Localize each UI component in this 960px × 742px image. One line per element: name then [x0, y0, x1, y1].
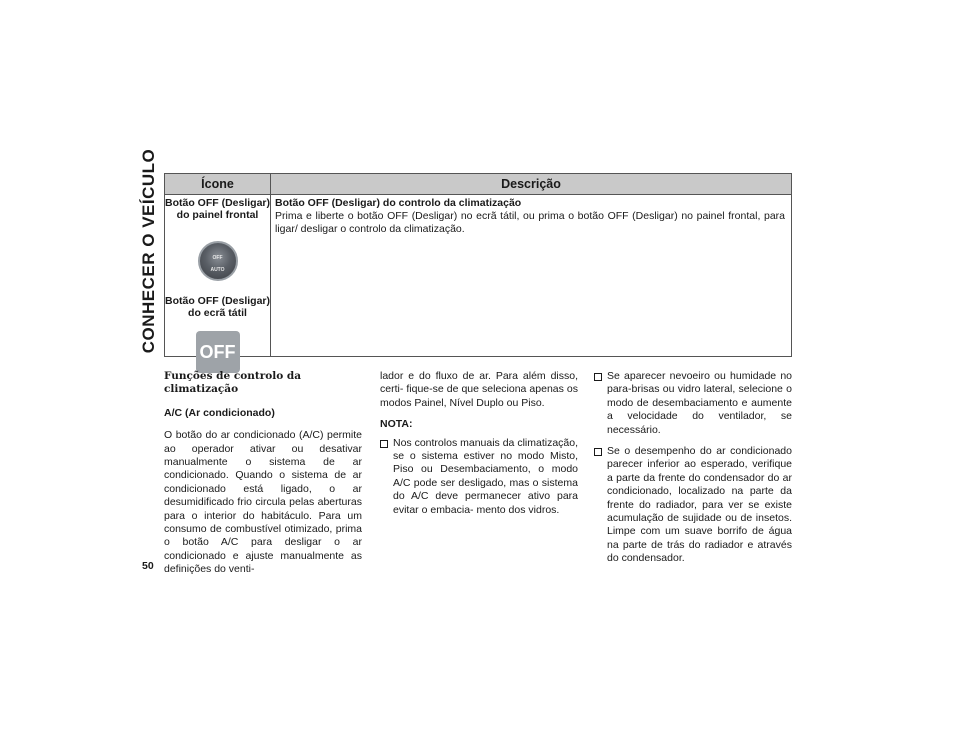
text-column-3: [594, 370, 792, 574]
icon-cell: [165, 195, 271, 362]
paragraph-2: lador e do fluxo de ar. Para além disso, certi- fique-se de que seleciona apenas os modos Painel, Nível Duplo ou Piso.: [380, 370, 578, 409]
section-side-tab: [138, 148, 160, 354]
bullet-text-2: Se aparecer nevoeiro ou humidade no para-brisas ou vidro lateral, selecione o modo de desembaciamento e aumente a velocidade do ventilador, se necessário.: [607, 370, 792, 436]
icon-label-front-panel: Botão OFF (Desligar) do painel frontal: [165, 197, 271, 221]
knob-text-auto: AUTO: [210, 267, 225, 273]
page-number: 50: [142, 560, 154, 572]
note-label: NOTA:: [380, 418, 413, 431]
front-panel-knob-icon: [198, 241, 238, 281]
text-column-2: [380, 370, 578, 525]
description-cell: [271, 195, 791, 357]
section-subheading: A/C (Ar condicionado): [164, 406, 275, 419]
paragraph-1: O botão do ar condicionado (A/C) permite ao operador ativar ou desativar manualmente o sistema de ar condicionado. Quando o sistema de ar condicionado está ligado, o ar desumidificado frio circula pelas aberturas para o interior do habitáculo. Para um consumo de combustível otimizado, prima o botão A/C para desligar o ar condicionado e ajuste manualmente as definições do venti-: [164, 429, 362, 576]
header-description: Descrição: [501, 177, 561, 191]
text-column-1: [164, 370, 362, 585]
list-item: [594, 370, 792, 437]
icon-label-touchscreen: Botão OFF (Desligar) do ecrã tátil: [165, 295, 271, 319]
bullet-text-3: Se o desempenho do ar condicionado parecer inferior ao esperado, verifique a parte da frente do condensador do ar condicionado, localizado na parte da frente do radiador, para ver se existe acumulação de sujidade ou de insetos. Limpe com um suave borrifo de água na parte de trás do radiador e através do condensador.: [607, 445, 792, 565]
table-row: [165, 195, 791, 362]
touchscreen-off-icon: OFF: [196, 331, 240, 373]
table-header: [165, 174, 791, 195]
description-title: Botão OFF (Desligar) do controlo da climatização: [275, 197, 522, 209]
header-icon: Ícone: [165, 174, 271, 194]
list-item: [380, 437, 578, 517]
section-heading: Funções de controlo da climatização: [164, 370, 302, 396]
knob-text-off: OFF: [212, 255, 223, 261]
description-body: Prima e liberte o botão OFF (Desligar) no ecrã tátil, ou prima o botão OFF (Desligar) no painel frontal, para ligar/ desligar o controlo da climatização.: [275, 210, 785, 235]
section-tab-label: CONHECER O VEÍCULO: [139, 148, 158, 354]
checkbox-bullet-icon: [380, 440, 388, 448]
checkbox-bullet-icon: [594, 373, 602, 381]
checkbox-bullet-icon: [594, 448, 602, 456]
icon-description-table: [164, 173, 792, 362]
bullet-text-1: Nos controlos manuais da climatização, se o sistema estiver no modo Misto, Piso ou Desembaciamento, o modo A/C pode ser desligado, mas o sistema do A/C deve permanecer ativo para evitar o embacia- mento dos vidros.: [393, 436, 579, 516]
list-item: [594, 445, 792, 566]
